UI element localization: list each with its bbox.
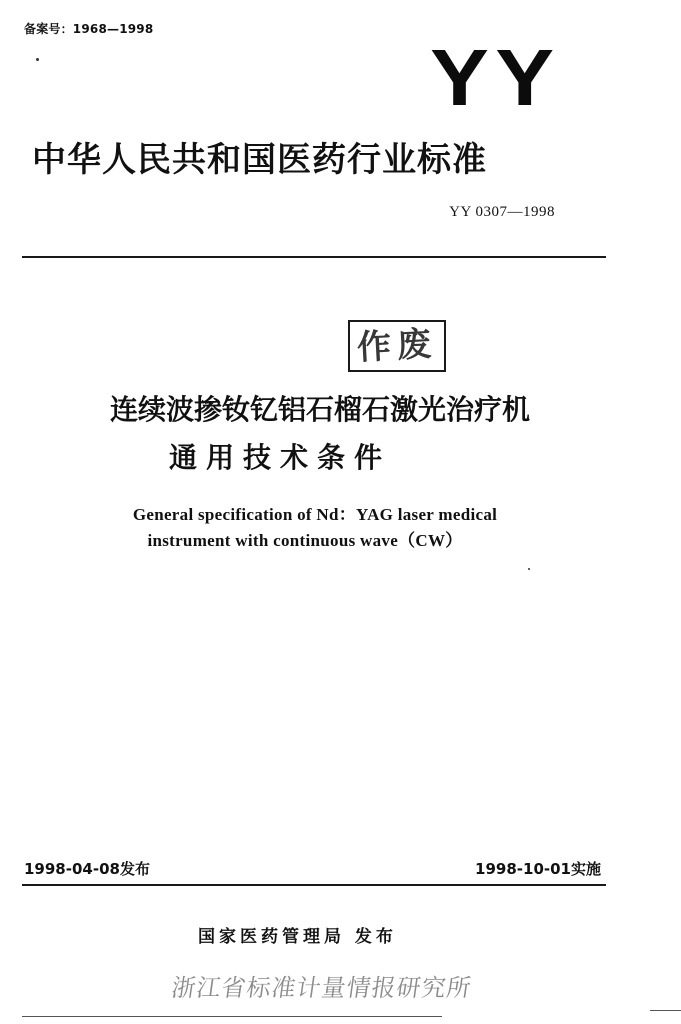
standard-logo: YY — [430, 33, 561, 122]
bottom-edge-line — [22, 1016, 442, 1017]
holder-stamp: 浙江省标准计量情报研究所 — [169, 974, 474, 1002]
bottom-edge-mark — [650, 1010, 681, 1011]
footer-divider — [22, 884, 606, 886]
title-english-line-2: instrument with continuous wave（CW） — [147, 531, 463, 550]
scan-speck — [36, 58, 39, 61]
record-number: 备案号：1968—1998 — [24, 22, 154, 36]
scan-speck — [528, 568, 530, 570]
implementation-date: 1998-10-01实施 — [475, 860, 601, 878]
publisher: 国家医药管理局 发布 — [198, 927, 397, 947]
obsolete-stamp-text: 作废 — [356, 323, 438, 369]
issue-date: 1998-04-08发布 — [24, 860, 150, 878]
title-chinese-line-2: 通用技术条件 — [168, 441, 391, 474]
title-english-line-1: General specification of Nd：YAG laser medical — [132, 505, 498, 524]
standard-code: YY 0307—1998 — [449, 204, 555, 220]
obsolete-stamp — [348, 320, 446, 372]
issuing-category-title: 中华人民共和国医药行业标准 — [32, 140, 487, 180]
header-divider — [22, 256, 606, 258]
title-chinese-line-1: 连续波掺钕钇铝石榴石激光治疗机 — [109, 393, 530, 426]
